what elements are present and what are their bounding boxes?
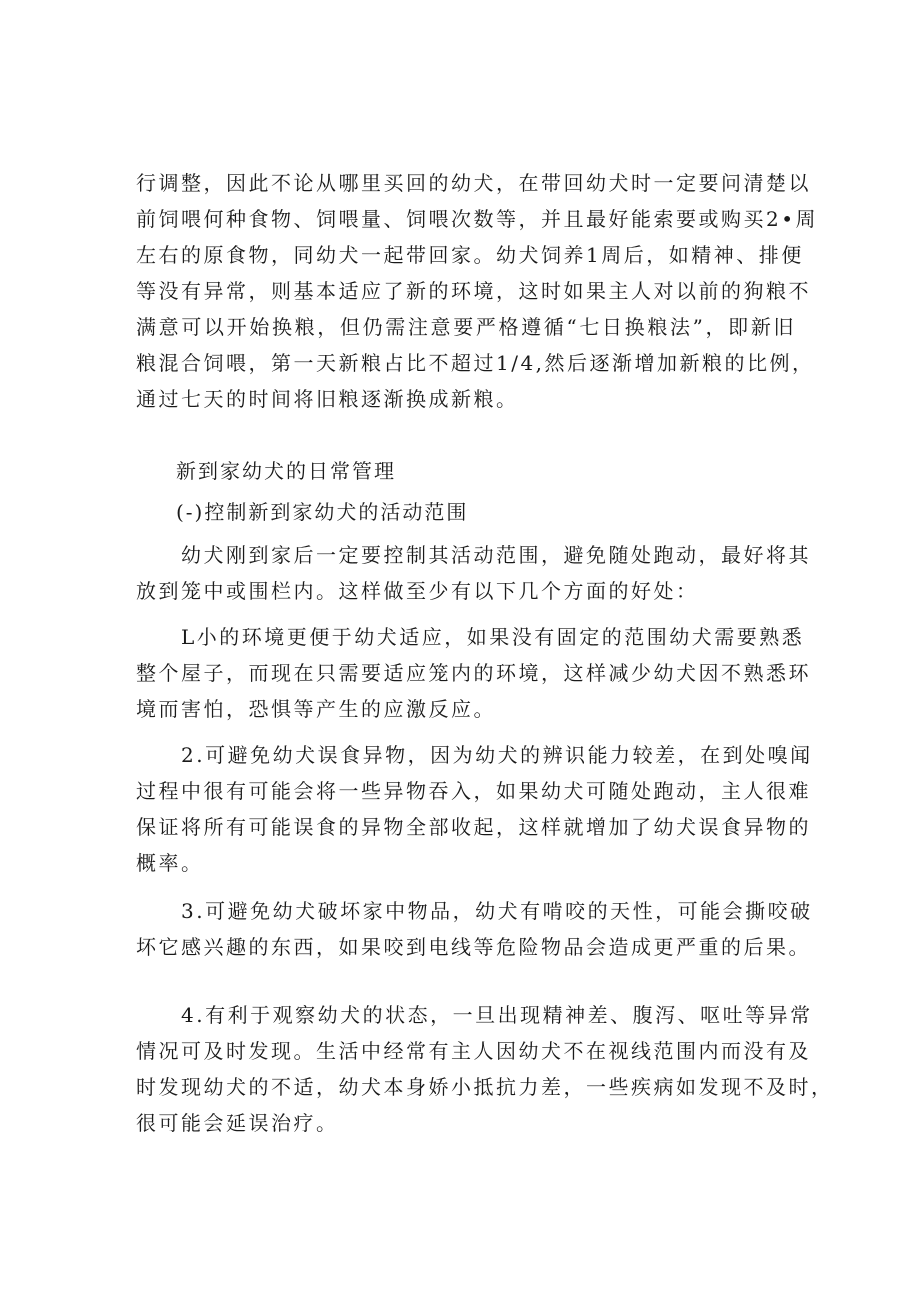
paragraph-line: 2.可避免幼犬误食异物，因为幼犬的辨识能力较差，在到处嗅闻: [136, 743, 813, 767]
paragraph-activity-range: [136, 537, 811, 609]
paragraph-benefit-3: [136, 893, 813, 965]
paragraph-line: 很可能会延误治疗。: [136, 1111, 339, 1135]
paragraph-line: 行调整，因此不论从哪里买回的幼犬，在带回幼犬时一定要问清楚以: [136, 171, 811, 195]
paragraph-line: 情况可及时发现。生活中经常有主人因幼犬不在视线范围内而没有及: [136, 1039, 811, 1063]
paragraph-benefit-1: [136, 619, 811, 727]
paragraph-line: 过程中很有可能会将一些异物吞入，如果幼犬可随处跑动，主人很难: [136, 779, 811, 803]
paragraph-line: 保证将所有可能误食的异物全部收起，这样就增加了幼犬误食异物的: [136, 815, 811, 839]
paragraph-line: L小的环境更便于幼犬适应，如果没有固定的范围幼犬需要熟悉: [136, 625, 805, 649]
paragraph-line: 概率。: [136, 851, 204, 875]
paragraph-line: 等没有异常，则基本适应了新的环境，这时如果主人对以前的狗粮不: [136, 279, 811, 303]
paragraph-line: 4.有利于观察幼犬的状态，一旦出现精神差、腹泻、呕吐等异常: [136, 1003, 813, 1027]
paragraph-line: 通过七天的时间将旧粮逐渐换成新粮。: [136, 387, 519, 411]
paragraph-line: 满意可以开始换粮，但仍需注意要严格遵循“七日换粮法”，即新旧: [136, 315, 796, 339]
paragraph-line: 坏它感兴趣的东西，如果咬到电线等危险物品会造成更严重的后果。: [136, 935, 811, 959]
paragraph-line: 时发现幼犬的不适，幼犬本身娇小抵抗力差，一些疾病如发现不及时，: [136, 1075, 834, 1099]
paragraph-line: 整个屋子，而现在只需要适应笼内的环境，这样减少幼犬因不熟悉环: [136, 661, 811, 685]
section-title: 新到家幼犬的日常管理: [176, 459, 396, 483]
paragraph-line: 前饲喂何种食物、饲喂量、饲喂次数等，并且最好能索要或购买2•周: [136, 207, 819, 231]
paragraph-line: 放到笼中或围栏内。这样做至少有以下几个方面的好处：: [136, 579, 699, 603]
paragraph-feeding-transition: [136, 165, 819, 417]
paragraph-benefit-2: [136, 737, 813, 881]
paragraph-line: 幼犬刚到家后一定要控制其活动范围，避免随处跑动，最好将其: [136, 543, 811, 567]
paragraph-line: 境而害怕，恐惧等产生的应激反应。: [136, 697, 496, 721]
paragraph-line: 粮混合饲喂，第一天新粮占比不超过1/4,然后逐渐增加新粮的比例，: [136, 351, 815, 375]
paragraph-line: 左右的原食物，同幼犬一起带回家。幼犬饲养1周后，如精神、排便: [136, 243, 804, 267]
subsection-title: (-)控制新到家幼犬的活动范围: [176, 500, 469, 524]
paragraph-line: 3.可避免幼犬破坏家中物品，幼犬有啃咬的天性，可能会撕咬破: [136, 899, 813, 923]
paragraph-benefit-4: [136, 997, 834, 1141]
